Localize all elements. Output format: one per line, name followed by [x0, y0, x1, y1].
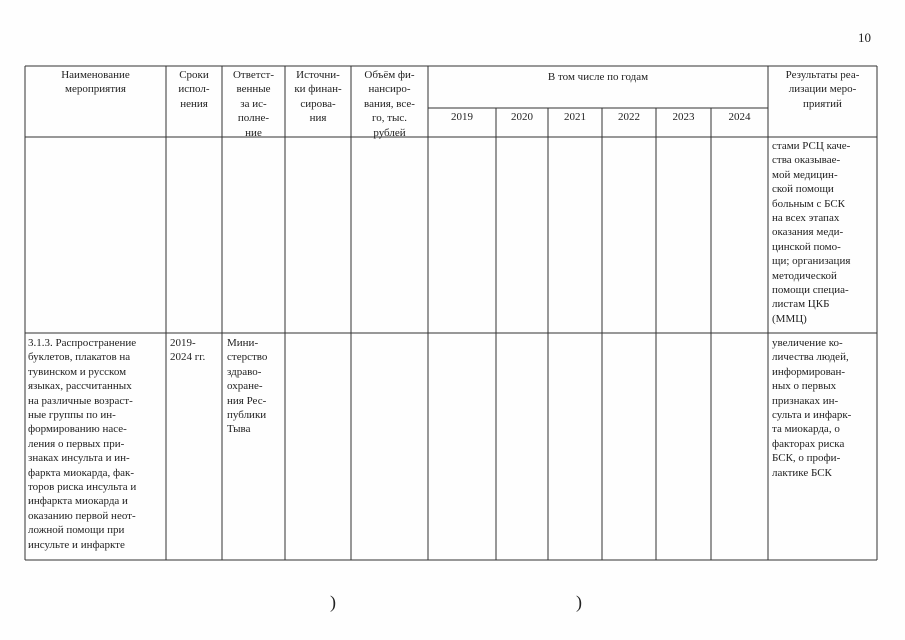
header-terms: Сроки испол- нения [178, 69, 210, 110]
header-by-years: В том числе по годам [547, 71, 649, 83]
row1-results: стами РСЦ каче- ства оказывае- мой медицин- ской помощи больным с БСК на всех этапах оказания меди- цинской помо- щи; организация методической помощи специа- листам ЦКБ (ММЦ) [772, 140, 851, 325]
year-2024: 2024 [728, 111, 751, 123]
header-responsible: Ответст- венные за ис- полне- ние [232, 69, 275, 139]
row2-responsible: Мини- стерство здраво- охране- ния Рес- публики Тыва [227, 337, 268, 436]
year-2020: 2020 [511, 111, 533, 123]
year-2023: 2023 [672, 111, 695, 123]
year-2019: 2019 [451, 111, 473, 123]
year-2021: 2021 [564, 111, 586, 123]
footer-mark-right: ) [576, 592, 582, 612]
row2-name: 3.1.3. Распространение буклетов, плакатов на тувинском и русском языках, рассчитанных на различные возраст- ные группы по ин- формированию насе- ления о первых при- знаках инсульта и ин- фаркта миокарда, фак- торов риска инсульта и инфаркта миокарда и оказанию первой неот- ложной помощи при инсульте и инфаркте [28, 337, 137, 551]
header-sources: Источни- ки финан- сирова- ния [294, 69, 342, 125]
row2-terms: 2019- 2024 гг. [170, 337, 206, 364]
header-results: Результаты реа- лизации меро- приятий [785, 69, 860, 110]
year-2022: 2022 [618, 111, 640, 123]
header-volume: Объём фи- нансиро- вания, все- го, тыс. рублей [364, 69, 415, 139]
page-number: 10 [858, 30, 871, 45]
row2-results: увеличение ко- личества людей, информирован- ных о первых признаках ин- сульта и инфарк- та миокарда, о факторах риска БСК, о профи- лактике БСК [772, 337, 852, 479]
header-name: Наименование мероприятия [61, 69, 130, 96]
footer-mark-left: ) [330, 592, 336, 612]
